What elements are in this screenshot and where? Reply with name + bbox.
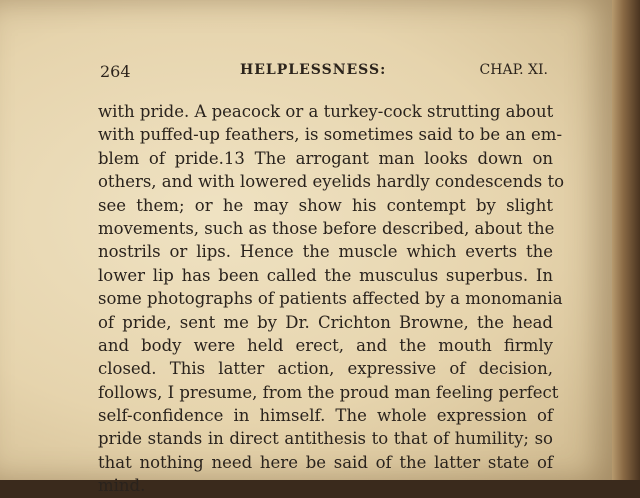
text-line: blem of pride.13 The arrogant man looks down on [98, 148, 553, 168]
text-line: movements, such as those before described, about the [98, 218, 555, 238]
text-line: closed. This latter action, expressive of decision, [98, 359, 553, 379]
text-line: that nothing need here be said of the latter state of [98, 452, 553, 472]
text-line: follows, I presume, from the proud man feeling perfect [98, 382, 559, 402]
chapter-label: CHAP. XI. [479, 62, 548, 78]
text-line: with puffed-up feathers, is sometimes said to be an em- [98, 125, 563, 145]
text-line: mind. [98, 476, 146, 496]
text-line: pride stands in direct antithesis to that of humility; so [98, 429, 553, 449]
page-header [100, 62, 548, 86]
page-number: 264 [100, 62, 131, 81]
text-line: lower lip has been called the musculus superbus. In [98, 265, 553, 285]
text-line: and body were held erect, and the mouth firmly [98, 335, 553, 355]
text-line: nostrils or lips. Hence the muscle which everts the [98, 242, 553, 262]
book-edge [612, 0, 640, 480]
text-line: of pride, sent me by Dr. Crichton Browne, the head [98, 312, 553, 332]
text-line: see them; or he may show his contempt by slight [98, 195, 553, 215]
text-line: some photographs of patients affected by a monomania [98, 289, 563, 309]
running-title: HELPLESSNESS: [240, 62, 387, 78]
text-line: self-confidence in himself. The whole expression of [98, 406, 553, 426]
text-line: others, and with lowered eyelids hardly condescends to [98, 172, 565, 192]
text-line: with pride. A peacock or a turkey-cock strutting about [98, 102, 554, 121]
body-text [98, 100, 565, 498]
